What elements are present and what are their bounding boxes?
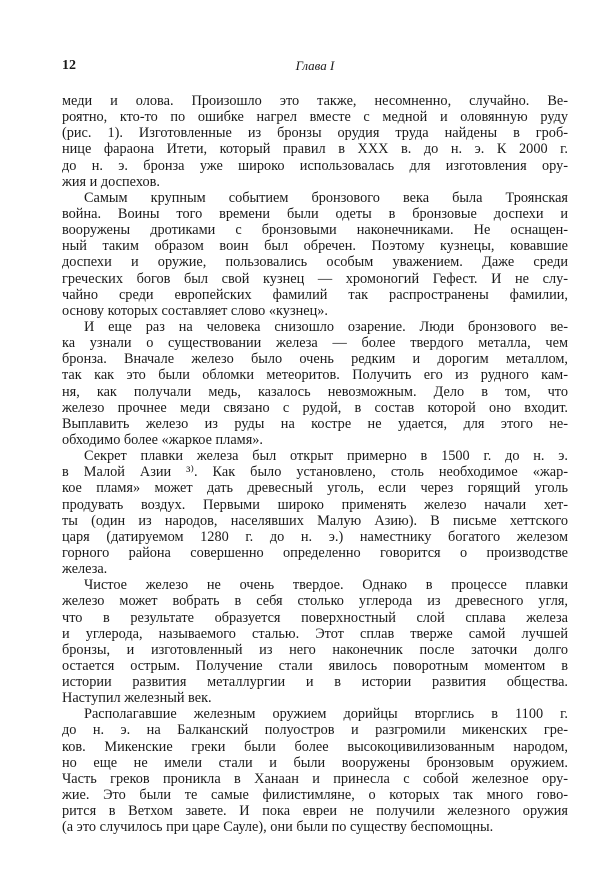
text-line: что в результате образуется поверхностный слой сплава железа [62, 609, 568, 626]
text-line: Выплавить железо из руды на костре не удается, для этого не- [62, 415, 568, 432]
paragraph [62, 577, 568, 706]
text-line: жия и доспехов. [62, 173, 160, 190]
text-line: греческих богов был свой кузнец — хромоногий Гефест. И не слу- [62, 270, 568, 287]
text-line: ный таким образом воин был обречен. Поэтому кузнецы, ковавшие [62, 238, 568, 255]
page-number: 12 [62, 58, 76, 73]
text-line: Часть греков проникла в Ханаан и принесла с собой железное ору- [62, 770, 568, 787]
text-line: в Малой Азии ³⁾. Как было установлено, столь необходимое «жар- [62, 464, 568, 481]
running-header [62, 58, 568, 76]
text-line: бронза. Вначале железо было очень редким и дорогим металлом, [62, 351, 568, 368]
text-line: Секрет плавки железа был открыт примерно в 1500 г. до н. э. [84, 448, 568, 465]
text-line: И еще раз на человека снизошло озарение. Люди бронзового ве- [84, 318, 568, 335]
text-line: ты (один из народов, населявших Малую Азию). В письме хеттского [62, 512, 568, 529]
paragraph [62, 319, 568, 448]
paragraph [62, 190, 568, 319]
text-line: меди и олова. Произошло это также, несомненно, случайно. Ве- [62, 93, 568, 109]
text-line: ков. Микенские греки были более высокоцивилизованным народом, [62, 738, 568, 755]
text-line: до н. э. бронза уже широко использовалась для изготовления ору- [62, 157, 568, 174]
text-line: железо прочнее меди связано с рудой, в состав которой оно входит. [62, 399, 568, 416]
paragraph [62, 93, 568, 190]
text-line: жие. Это были те самые филистимляне, о которых так много гово- [62, 787, 568, 804]
text-line: до н. э. на Балканский полуостров и разгромили микенских гре- [62, 722, 568, 739]
chapter-title: Глава I [295, 58, 335, 73]
text-line: Чистое железо не очень твердое. Однако в процессе плавки [84, 577, 568, 594]
text-line: ка узнали о существовании железа — более твердого металла, чем [62, 335, 568, 352]
text-line: так как это были обломки метеоритов. Получить его из рудного кам- [62, 367, 568, 384]
text-line: горного района совершенно определенно говорится о производстве [62, 544, 568, 561]
text-line: продувать воздух. Первыми широко применять железо начали хет- [62, 496, 568, 513]
text-line: царя (датируемом 1280 г. до н. э.) наместнику богатого железом [62, 528, 568, 545]
text-line: доспехи и оружие, пользовались особым уважением. Даже среди [62, 254, 568, 271]
text-line: основу которых составляет слово «кузнец». [62, 302, 328, 319]
text-line: война. Воины того времени были одеты в бронзовые доспехи и [62, 205, 568, 222]
text-line: нице фараона Итети, который правил в XXX в. до н. э. К 2000 г. [62, 141, 568, 158]
paragraph [62, 706, 568, 835]
text-line: кое пламя» может дать древесный уголь, если через горящий уголь [62, 480, 568, 497]
text-line: обходимо более «жаркое пламя». [62, 431, 264, 448]
page-body [62, 93, 568, 835]
paragraph [62, 448, 568, 577]
text-line: ня, как получали медь, казалось невозможным. Дело в том, что [62, 383, 568, 400]
text-line: чайно среди европейских фамилий так распространены фамилии, [62, 286, 568, 303]
text-line: (а это случилось при царе Сауле), они были по существу беспомощны. [62, 819, 494, 836]
text-line: Самым крупным событием бронзового века была Троянская [84, 189, 568, 206]
text-line: железа. [62, 561, 108, 578]
text-line: истории развития металлургии и в истории развития общества. [62, 674, 568, 691]
text-line: остается острым. Получение стали явилось поворотным моментом в [62, 657, 568, 674]
text-line: Наступил железный век. [62, 690, 212, 707]
text-line: Располагавшие железным оружием дорийцы вторглись в 1100 г. [84, 706, 568, 723]
text-line: но еще не имели стали и были вооружены бронзовым оружием. [62, 754, 568, 771]
text-line: железо может вобрать в себя столько углерода из древесного угля, [62, 593, 568, 610]
text-line: и углерода, называемого сталью. Этот сплав тверже самой лучшей [62, 625, 568, 642]
text-line: вооружены дротиками с бронзовыми наконечниками. Не оснащен- [62, 222, 568, 239]
text-line: роятно, кто-то по ошибке нагрел вместе с медной и оловянную руду [62, 109, 568, 126]
text-line: рится в Ветхом завете. И пока евреи не получили железного оружия [62, 803, 568, 820]
text-line: бронзы, и изготовленный из него наконечник после заточки долго [62, 641, 568, 658]
text-line: (рис. 1). Изготовленные из бронзы орудия труда найдены в гроб- [62, 125, 568, 142]
